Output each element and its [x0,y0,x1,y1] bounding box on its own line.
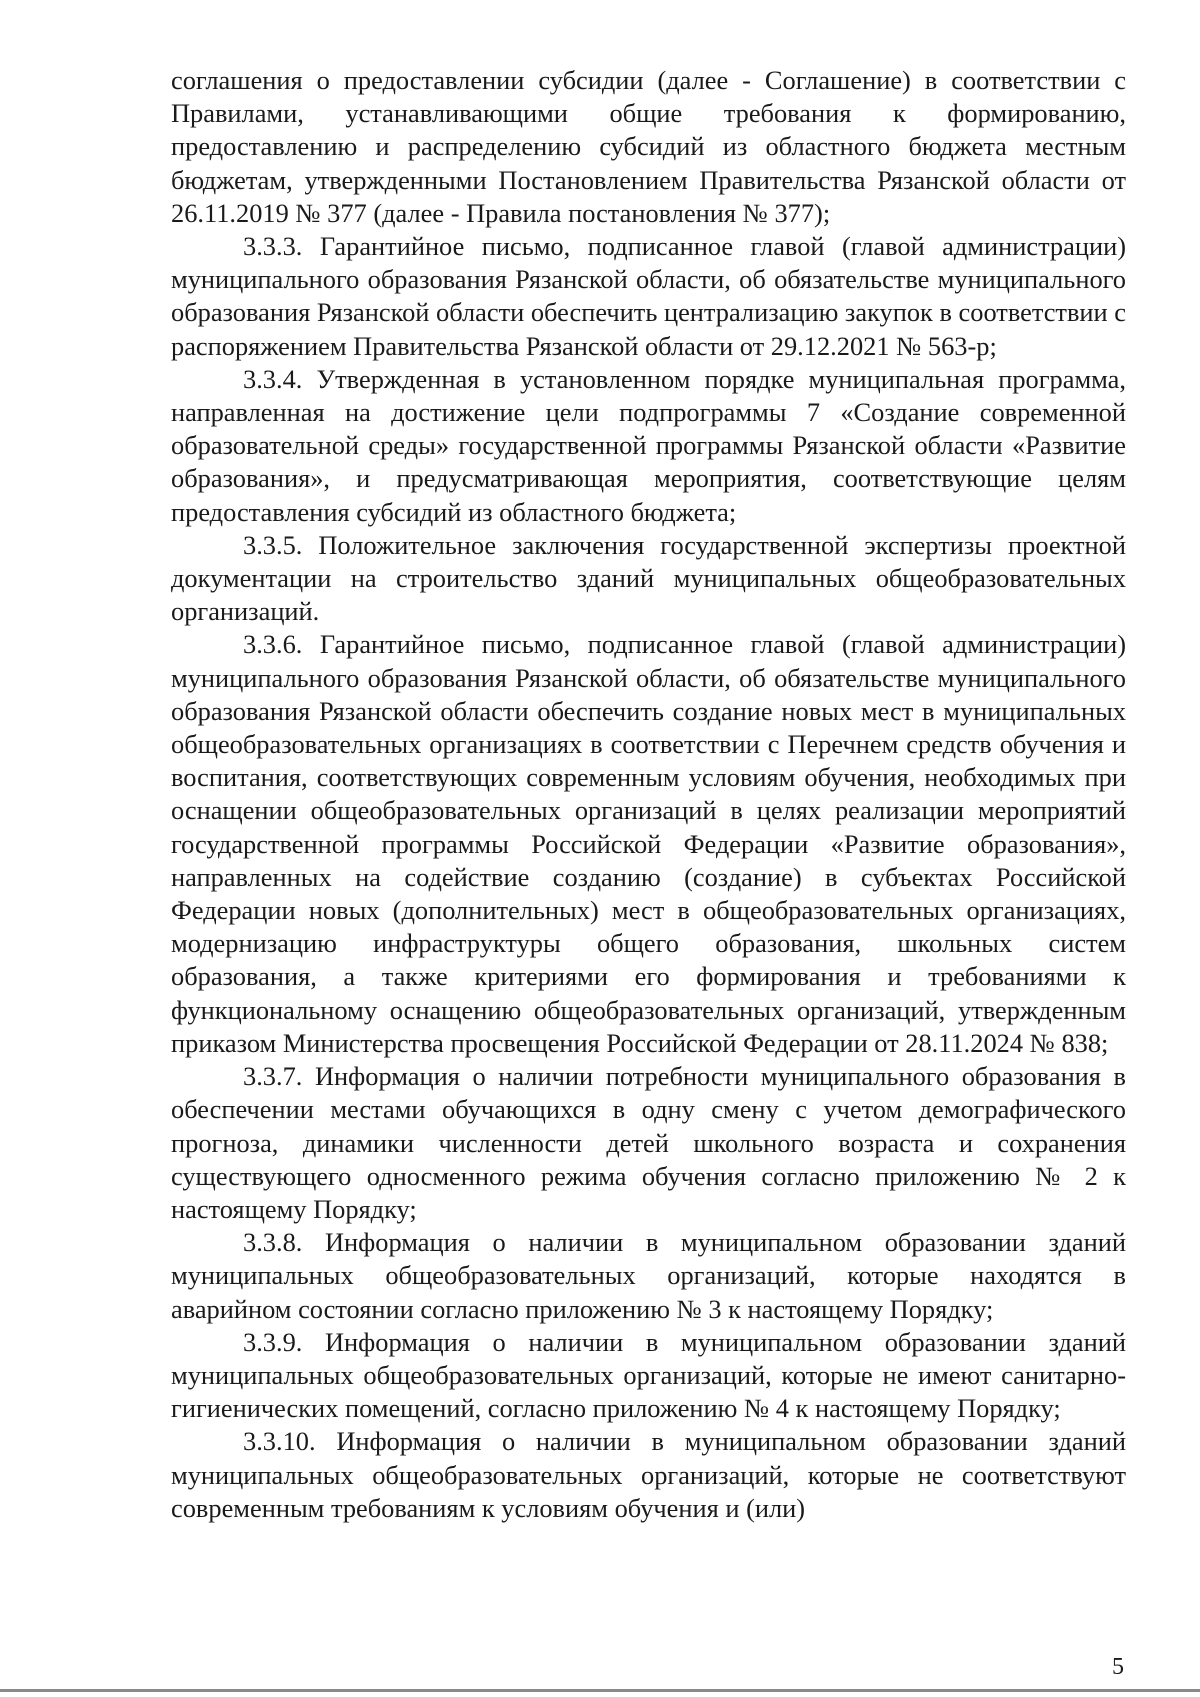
paragraph-3-3-5: 3.3.5. Положительное заключения государственной экспертизы проектной документации на строительство зданий муниципальных общеобразовательных организаций. [171,529,1126,627]
paragraph-3-3-7: 3.3.7. Информация о наличии потребности муниципального образования в обеспечении местами обучающихся в одну смену с учетом демографического прогноза, динамики численности детей школьного возраста и сохранения существующего односменного режима обучения согласно приложению № 2 к настоящему Порядку; [171,1061,1126,1224]
paragraph-3-3-10: 3.3.10. Информация о наличии в муниципальном образовании зданий муниципальных общеобразовательных организаций, которые не соответствуют современным требованиям к условиям обучения и (или) [171,1426,1126,1523]
paragraph-3-3-3: 3.3.3. Гарантийное письмо, подписанное главой (главой администрации) муниципального образования Рязанской области, об обязательстве муниципального образования Рязанской области обеспечить централизацию закупок в соответствии с распоряжением Правительства Рязанской области от 29.12.2021 № 563-р; [171,231,1126,361]
paragraph-3-3-6: 3.3.6. Гарантийное письмо, подписанное главой (главой администрации) муниципального образования Рязанской области, об обязательстве муниципального образования Рязанской области обеспечить создание новых мест в муниципальных общеобразовательных организациях в соответствии с Перечнем средств обучения и воспитания, соответствующих современным условиям обучения, необходимых при оснащении общеобразовательных организаций в целях реализации мероприятий государственной программы Российской Федерации «Развитие образования», направленных на содействие созданию (создание) в субъектах Российской Федерации новых (дополнительных) мест в общеобразовательных организациях, модернизацию инфраструктуры общего образования, школьных систем образования, а также критериями его формирования и требованиями к функциональному оснащению общеобразовательных организаций, утвержденным приказом Министерства просвещения Российской Федерации от 28.11.2024 № 838; [171,629,1126,1058]
page-number: 5 [1112,1654,1124,1680]
scan-edge-divider [0,1689,1200,1692]
document-body [171,64,1126,1525]
paragraph-3-3-4: 3.3.4. Утвержденная в установленном порядке муниципальная программа, направленная на достижение цели подпрограммы 7 «Создание современной образовательной среды» государственной программы Рязанской области «Развитие образования», и предусматривающая мероприятия, соответствующие целям предоставления субсидий из областного бюджета; [171,363,1126,527]
paragraph-3-3-9: 3.3.9. Информация о наличии в муниципальном образовании зданий муниципальных общеобразовательных организаций, которые не имеют санитарно-гигиенических помещений, согласно приложению № 4 к настоящему Порядку; [171,1326,1126,1424]
paragraph-continuation: соглашения о предоставлении субсидии (далее - Соглашение) в соответствии с Правилами, устанавливающими общие требования к формированию, предоставлению и распределению субсидий из областного бюджета местным бюджетам, утвержденными Постановлением Правительства Рязанской области от 26.11.2019 № 377 (далее - Правила постановления № 377); [171,65,1126,228]
paragraph-3-3-8: 3.3.8. Информация о наличии в муниципальном образовании зданий муниципальных общеобразовательных организаций, которые находятся в аварийном состоянии согласно приложению № 3 к настоящему Порядку; [171,1227,1126,1324]
